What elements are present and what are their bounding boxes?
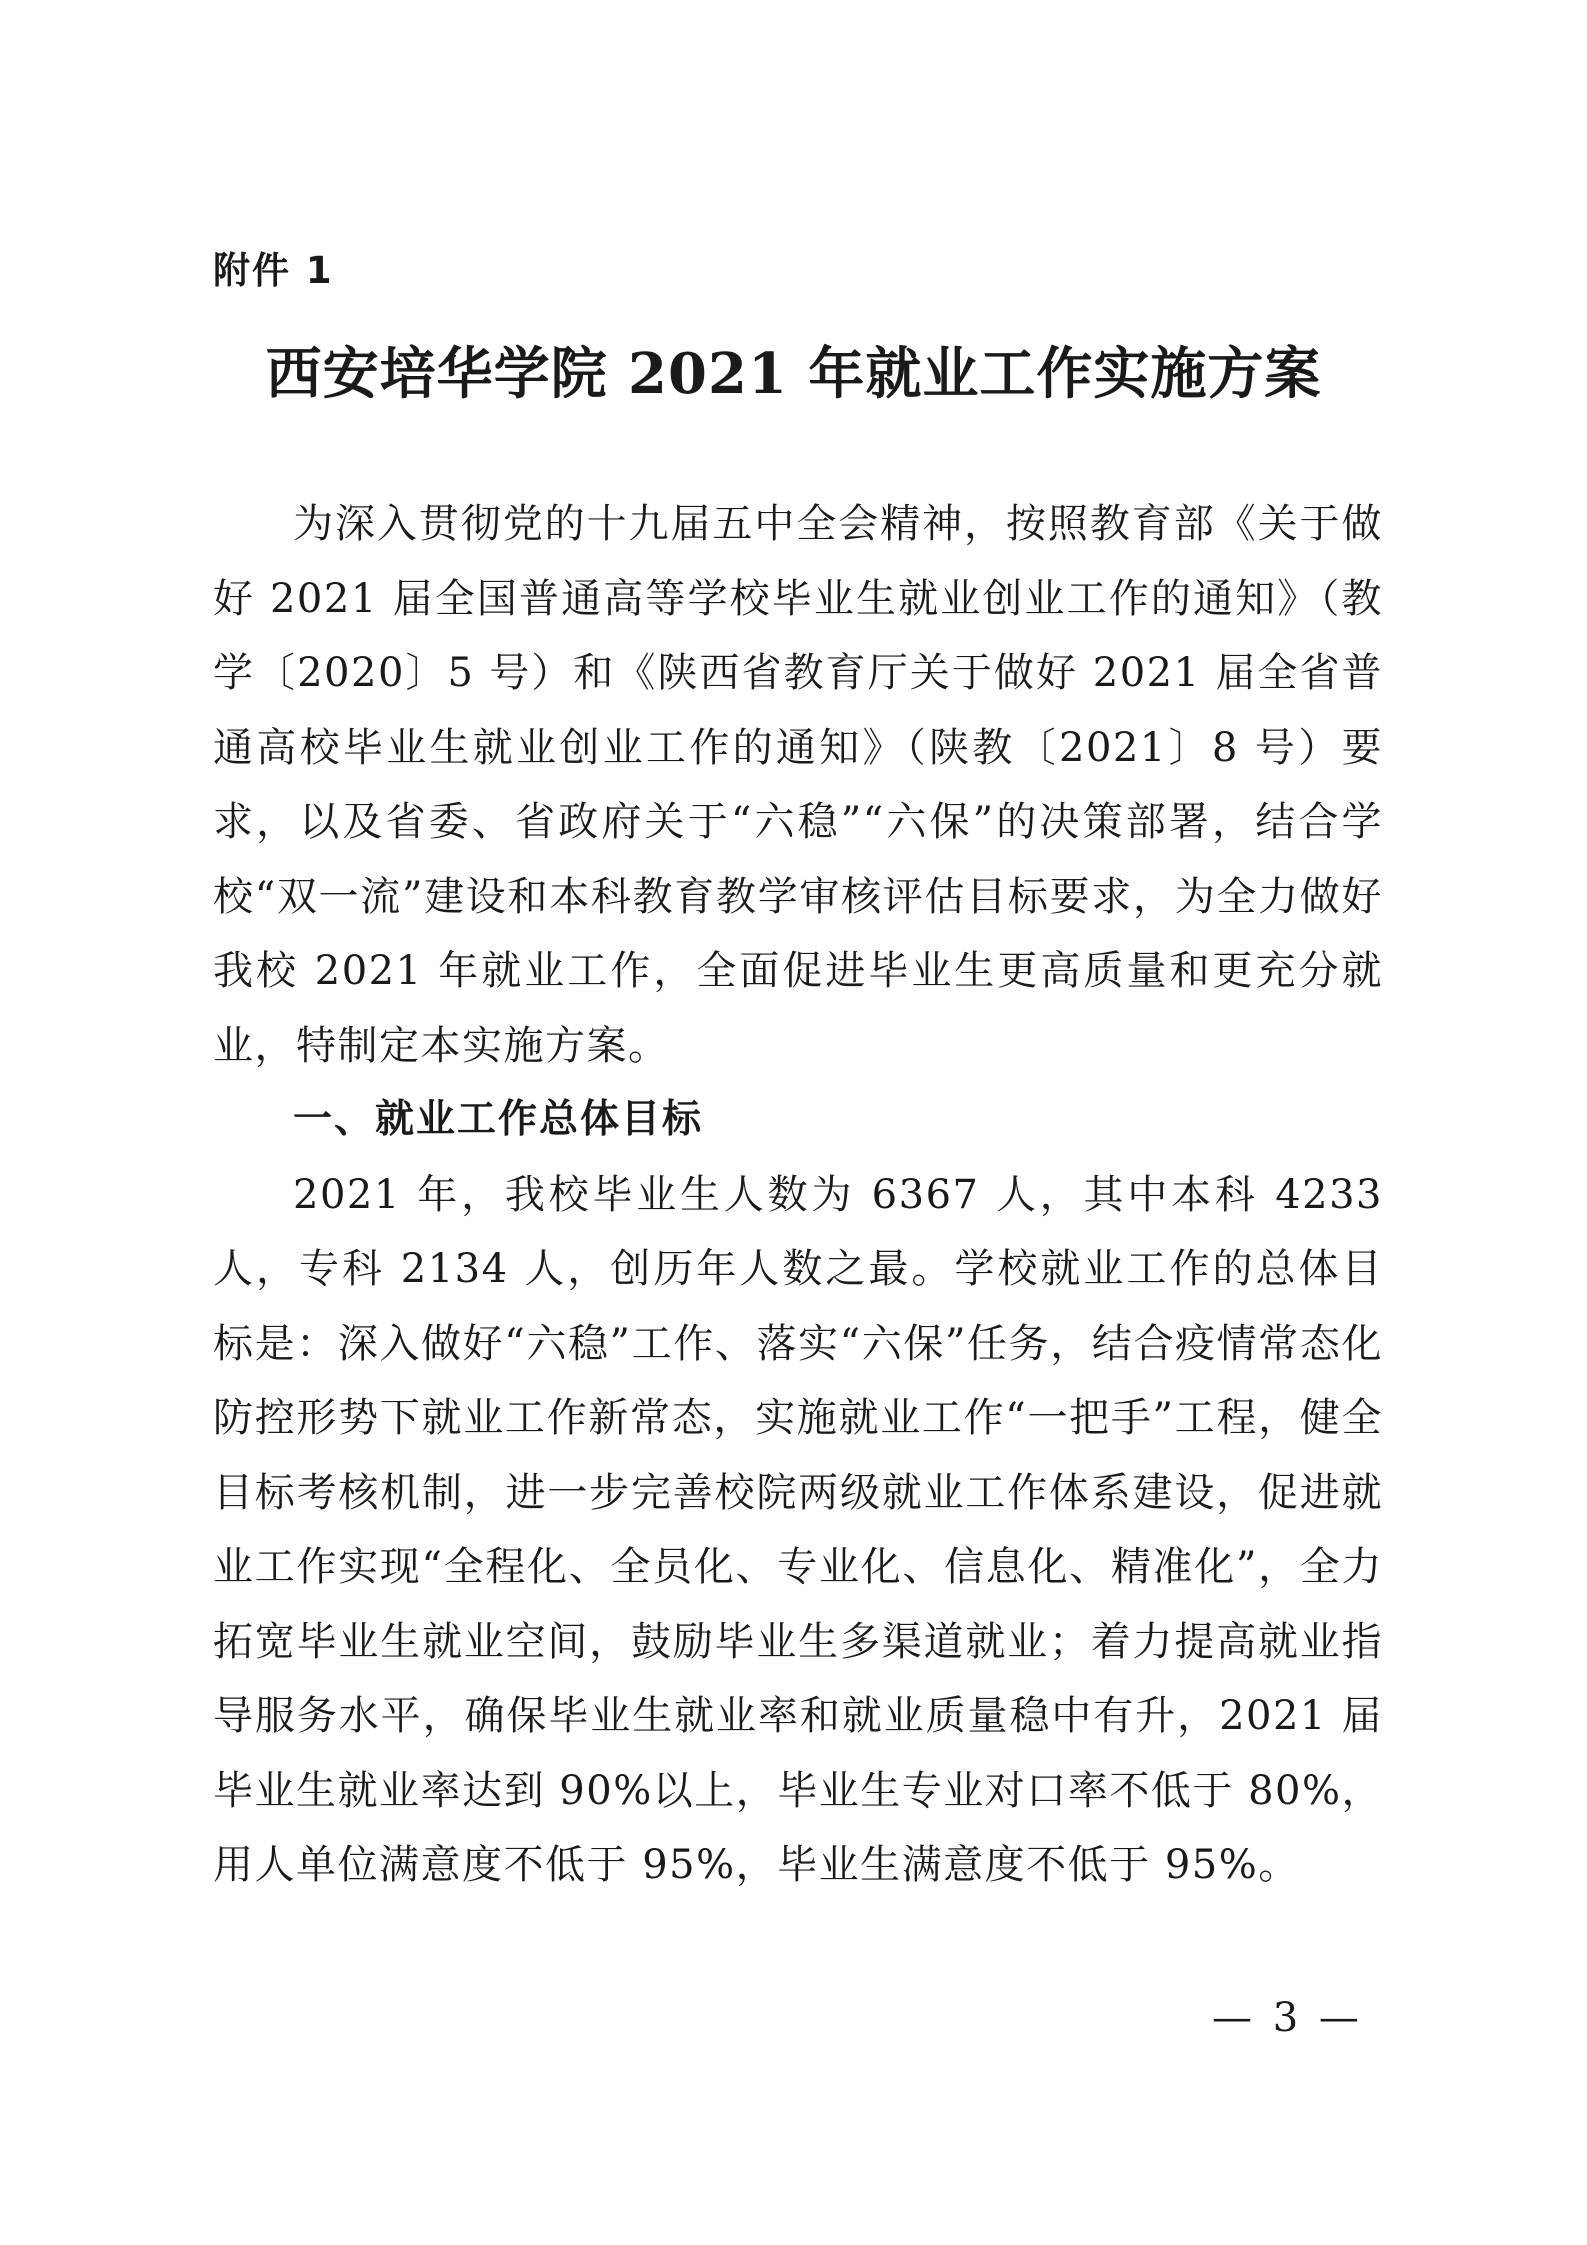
document-title: 西安培华学院 2021 年就业工作实施方案 — [265, 341, 1322, 407]
intro-paragraph: 为深入贯彻党的十九届五中全会精神，按照教育部《关于做好 2021 届全国普通高等学校毕业生就业创业工作的通知》（教学〔2020〕5 号）和《陕西省教育厅关于做好 2021 届全省普通高校毕业生就业创业工作的通知》（陕教〔2021〕8 号）要求，以及省委、省政府关于“六稳”“六保”的决策部署，结合学校“双一流”建设和本科教育教学审核评估目标要求，为全力做好我校 2021 年就业工作，全面促进毕业生更高质量和更充分就业，特制定本实施方案。 — [213, 501, 1383, 1069]
section-paragraph: 2021 年，我校毕业生人数为 6367 人，其中本科 4233 人，专科 2134 人，创历年人数之最。学校就业工作的总体目标是：深入做好“六稳”工作、落实“六保”任务，结合疫情常态化防控形势下就业工作新常态，实施就业工作“一把手”工程，健全目标考核机制，进一步完善校院两级就业工作体系建设，促进就业工作实现“全程化、全员化、专业化、信息化、精准化”，全力拓宽毕业生就业空间，鼓励毕业生多渠道就业；着力提高就业指导服务水平，确保毕业生就业率和就业质量稳中有升，2021 届毕业生就业率达到 90%以上，毕业生专业对口率不低于 80%，用人单位满意度不低于 95%，毕业生满意度不低于 95%。 — [213, 1171, 1383, 1888]
attachment-label: 附件 1 — [213, 249, 334, 292]
document-body — [213, 487, 1383, 1903]
section-heading: 一、就业工作总体目标 — [293, 1097, 704, 1142]
page-number: — 3 — — [1212, 1995, 1363, 2041]
